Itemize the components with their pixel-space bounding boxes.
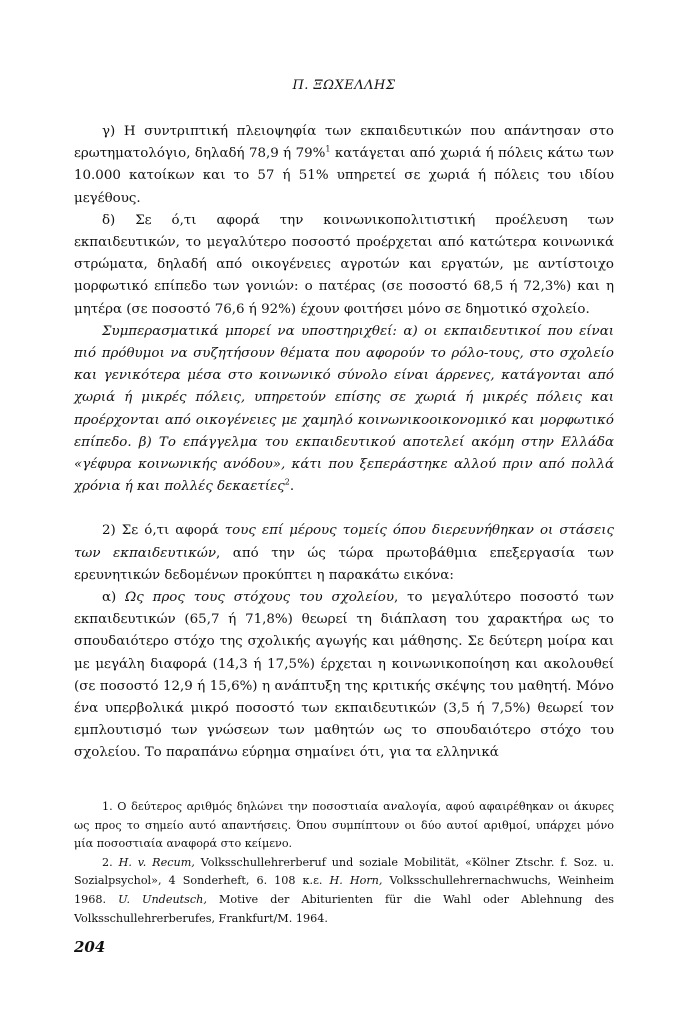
paragraph-text: κατάγεται από χωριά ή πόλεις κάτω των 10.000 κατοίκων και το 57 ή 51% υπηρετεί σε χωριά ή πόλεις του ιδίου μεγέθους.: [74, 146, 615, 206]
paragraph-section-2: [74, 520, 614, 587]
footnote-ref: 2: [284, 477, 290, 487]
footnote-text: Motive der Abiturienten für die Wahl oder Ablehnung des Volksschullehrerberufes, Frankfurt/M. 1964.: [74, 892, 614, 925]
paragraph-text: γ) Η συντριπτική πλειοψηφία των εκπαιδευτικών που απάντησαν στο ερωτηματολόγιο, δηλαδή 78,9 ή 79%: [74, 124, 614, 162]
paragraph-text: 2) Σε ό,τι αφορά: [102, 523, 225, 539]
footnote-author: H. v. Recum,: [118, 855, 195, 869]
footnote-author: U. Undeutsch,: [118, 892, 207, 906]
footnote-text: Volksschullehrerberuf und soziale Mobilität, «Kölner Ztschr. f. Soz. u. Sozialpsychol», 4 Sonderheft, 6. 108 κ.ε.: [74, 855, 615, 888]
footnote-text: 2.: [102, 855, 119, 869]
footnote-author: H. Horn,: [329, 874, 383, 888]
paragraph-text: .: [289, 479, 295, 495]
footnote-ref: 1: [325, 144, 331, 154]
paragraph-gamma: [74, 121, 614, 210]
page-number: 204: [74, 938, 106, 956]
paragraph-alpha: [74, 587, 614, 765]
paragraph-text: , το μεγαλύτερο ποσοστό των εκπαιδευτικών (65,7 ή 71,8%) θεωρεί τη διάπλαση του χαρακτήρα ως το σπουδαιότερο στόχο της σχολικής αγωγής και μάθησης. Σε δεύτερη μοίρα και με μεγάλη διαφορά (14,3 ή 17,5%) έρχεται η κοινωνικοποίηση και ακολουθεί (σε ποσοστό 12,9 ή 15,6%) η ανάπτυξη της κριτικής σκέψης του μαθητή. Μόνο ένα υπερβολικά μικρό ποσοστό των εκπαιδευτικών (3,5 ή 7,5%) θεωρεί τον εμπλουτισμό των γνώσεων των μαθητών ως το σπουδαιότερο στόχο του σχολείου. Το παραπάνω εύρημα σημαίνει ότι, για τα ελληνικά: [74, 590, 614, 761]
paragraph-text: α): [102, 590, 126, 606]
running-title: Π. ΞΩΧΕΛΛΗΣ: [292, 78, 396, 93]
paragraph-text: , από την ώς τώρα πρωτοβάθμια επεξεργασία των ερευνητικών δεδομένων προκύπτει η παρακάτω εικόνα:: [74, 545, 615, 583]
paragraph-text: Ως προς τους στόχους του σχολείου: [125, 590, 394, 606]
page-body: [74, 78, 614, 765]
paragraph-delta: δ) Σε ό,τι αφορά την κοινωνικοπολιτιστική προέλευση των εκπαιδευτικών, το μεγαλύτερο ποσοστό προέρχεται από κατώτερα κοινωνικά στρώματα, δηλαδή από οικογένειες αγροτών και εργατών, με αντίστοιχο μορφωτικό επίπεδο των γονιών: ο πατέρας (σε ποσοστό 68,5 ή 72,3%) και η μητέρα (σε ποσοστό 76,6 ή 92%) έχουν φοιτήσει μόνο σε δημοτικό σχολείο.: [74, 212, 614, 317]
footnote-text: Volksschullehrernachwuchs, Weinheim 1968.: [74, 874, 614, 906]
footnote-1: 1. Ο δεύτερος αριθμός δηλώνει την ποσοστιαία αναλογία, αφού αφαιρέθηκαν οι άκυρες ως προς το σημείο αυτό απαντήσεις. Όπου συμπίπτουν οι δύο αυτοί αριθμοί, υπάρχει μόνο μία ποσοστιαία αναφορά στο κείμενο.: [74, 800, 614, 851]
paragraph-text: Συμπερασματικά μπορεί να υποστηριχθεί: α) οι εκπαιδευτικοί που είναι πιό πρόθυμοι να συζητήσουν θέματα που αφορούν το ρόλο-τους, στο σχολείο και γενικότερα μέσα στο κοινωνικό σύνολο είναι άρρενες, κατάγονται από χωριά ή μικρές πόλεις, υπηρετούν επίσης σε χωριά ή μικρές πόλεις και προέρχονται από οικογένειες με χαμηλό κοινωνικοοικονομικό και μορφωτικό επίπεδο. β) Το επάγγελμα του εκπαιδευτικού αποτελεί ακόμη στην Ελλάδα «γέφυρα κοινωνικής ανόδου», κάτι που ξεπεράστηκε αλλού πριν από πολλά χρόνια ή και πολλές δεκαετίες: [74, 323, 614, 495]
footnotes: [74, 798, 614, 928]
paragraph-text: τους επί μέρους τομείς όπου διερευνήθηκαν οι στάσεις των εκπαιδευτικών: [74, 523, 615, 561]
footnote-2: [74, 854, 614, 928]
paragraph-conclusion: [74, 321, 614, 499]
